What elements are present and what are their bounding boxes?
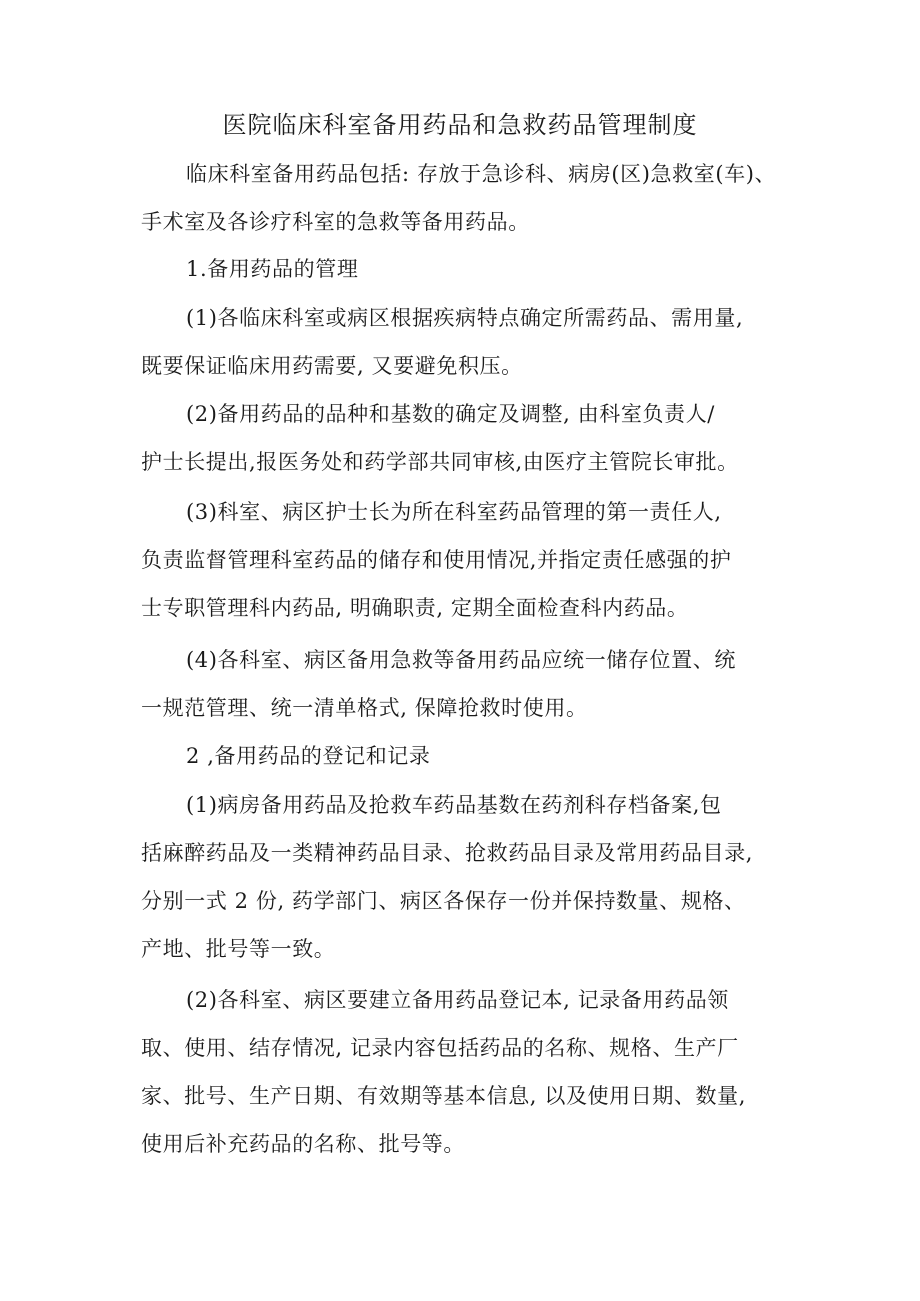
paragraph-item-1-4 xyxy=(141,636,801,732)
text-line: (2)各科室、病区要建立备用药品登记本, 记录备用药品领 xyxy=(186,988,729,1012)
text-line: 护士长提出,报医务处和药学部共同审核,由医疗主管院长审批。 xyxy=(141,450,739,474)
text-line: (1)各临床科室或病区根据疾病特点确定所需药品、需用量, xyxy=(186,306,744,330)
text-line: 手术室及各诊疗科室的急救等备用药品。 xyxy=(141,210,530,234)
text-line: (1)病房备用药品及抢救车药品基数在药剂科存档备案,包 xyxy=(186,793,722,817)
text-line: 一规范管理、统一清单格式, 保障抢救时使用。 xyxy=(141,696,588,720)
text-line: 2 ,备用药品的登记和记录 xyxy=(186,744,431,768)
text-line: 1.备用药品的管理 xyxy=(186,257,359,281)
paragraph-item-2-2 xyxy=(141,976,801,1168)
text-line: (3)科室、病区护士长为所在科室药品管理的第一责任人, xyxy=(186,500,722,524)
text-line: 士专职管理科内药品, 明确职责, 定期全面检查科内药品。 xyxy=(141,596,689,620)
document-title: 医院临床科室备用药品和急救药品管理制度 xyxy=(222,111,698,139)
text-line: 既要保证临床用药需要, 又要避免积压。 xyxy=(141,354,523,378)
paragraph-intro xyxy=(141,150,801,246)
paragraph-item-1-3 xyxy=(141,488,801,632)
text-line: 临床科室备用药品包括: 存放于急诊科、病房(区)急救室(车)、 xyxy=(186,162,777,186)
text-line: 使用后补充药品的名称、批号等。 xyxy=(141,1132,465,1156)
text-line: 括麻醉药品及一类精神药品目录、抢救药品目录及常用药品目录, xyxy=(141,841,754,865)
section-heading-2 xyxy=(141,732,801,780)
text-line: (2)备用药品的品种和基数的确定及调整, 由科室负责人/ xyxy=(186,402,715,426)
paragraph-item-2-1 xyxy=(141,781,801,973)
section-heading-1 xyxy=(141,245,801,293)
text-line: (4)各科室、病区备用急救等备用药品应统一储存位置、统 xyxy=(186,648,736,672)
text-line: 负责监督管理科室药品的储存和使用情况,并指定责任感强的护 xyxy=(141,548,732,572)
text-line: 家、批号、生产日期、有效期等基本信息, 以及使用日期、数量, xyxy=(141,1084,747,1108)
text-line: 分别一式 2 份, 药学部门、病区各保存一份并保持数量、规格、 xyxy=(141,889,746,913)
text-line: 取、使用、结存情况, 记录内容包括药品的名称、规格、生产厂 xyxy=(141,1036,739,1060)
paragraph-item-1-2 xyxy=(141,390,801,486)
text-line: 产地、批号等一致。 xyxy=(141,937,336,961)
paragraph-item-1-1 xyxy=(141,294,801,390)
